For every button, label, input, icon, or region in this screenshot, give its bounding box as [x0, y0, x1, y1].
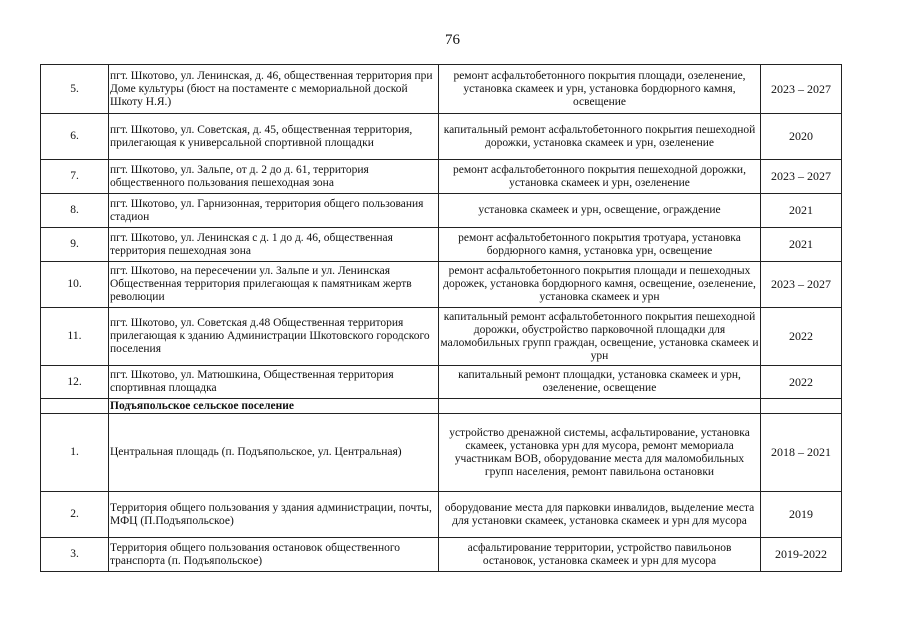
row-number: 1.	[41, 414, 109, 492]
row-number	[41, 399, 109, 414]
row-number: 9.	[41, 228, 109, 262]
row-works: ремонт асфальтобетонного покрытия тротуара, установка бордюрного камня, установка урн, освещение	[439, 228, 761, 262]
table-row	[41, 160, 842, 194]
row-address: Территория общего пользования остановок общественного транспорта (п. Подъяпольское)	[109, 538, 439, 572]
row-works: капитальный ремонт асфальтобетонного покрытия пешеходной дорожки, обустройство парковочной площадки для маломобильных групп граждан, освещение, установка скамеек и урн	[439, 308, 761, 366]
row-works: асфальтирование территории, устройство павильонов остановок, установка скамеек и урн для мусора	[439, 538, 761, 572]
row-number: 7.	[41, 160, 109, 194]
row-number: 12.	[41, 366, 109, 399]
row-address: пгт. Шкотово, ул. Ленинская, д. 46, общественная территория при Доме культуры (бюст на постаменте с мемориальной доской Шкоту Н.Я.)	[109, 65, 439, 114]
row-address: пгт. Шкотово, ул. Матюшкина, Общественная территория спортивная площадка	[109, 366, 439, 399]
row-works: ремонт асфальтобетонного покрытия площади, озеленение, установка скамеек и урн, установка бордюрного камня, освещение	[439, 65, 761, 114]
row-works: оборудование места для парковки инвалидов, выделение места для установки скамеек, установка скамеек и урн для мусора	[439, 492, 761, 538]
row-years: 2021	[761, 194, 842, 228]
table-row	[41, 114, 842, 160]
row-years	[761, 399, 842, 414]
row-works: капитальный ремонт площадки, установка скамеек и урн, озеленение, освещение	[439, 366, 761, 399]
row-years: 2023 – 2027	[761, 160, 842, 194]
row-address: Центральная площадь (п. Подъяпольское, ул. Центральная)	[109, 414, 439, 492]
row-number: 10.	[41, 262, 109, 308]
row-years: 2023 – 2027	[761, 65, 842, 114]
row-number: 2.	[41, 492, 109, 538]
row-number: 6.	[41, 114, 109, 160]
table-row	[41, 228, 842, 262]
row-address: Территория общего пользования у здания администрации, почты, МФЦ (П.Подъяпольское)	[109, 492, 439, 538]
table-row	[41, 366, 842, 399]
row-address: пгт. Шкотово, на пересечении ул. Зальпе и ул. Ленинская Общественная территория прилегающая к памятникам жертв революции	[109, 262, 439, 308]
row-years: 2021	[761, 228, 842, 262]
table-row	[41, 194, 842, 228]
row-address: Подъяпольское сельское поселение	[109, 399, 439, 414]
row-years: 2018 – 2021	[761, 414, 842, 492]
row-address: пгт. Шкотово, ул. Советская, д. 45, общественная территория, прилегающая к универсальной спортивной площадки	[109, 114, 439, 160]
row-works: ремонт асфальтобетонного покрытия площади и пешеходных дорожек, установка бордюрного камня, освещение, озеленение, установка скамеек и урн	[439, 262, 761, 308]
row-works: ремонт асфальтобетонного покрытия пешеходной дорожки, установка скамеек и урн, озеленение	[439, 160, 761, 194]
table-row	[41, 414, 842, 492]
row-works: капитальный ремонт асфальтобетонного покрытия пешеходной дорожки, установка скамеек и урн, озеленение	[439, 114, 761, 160]
row-number: 3.	[41, 538, 109, 572]
row-years: 2019-2022	[761, 538, 842, 572]
row-years: 2020	[761, 114, 842, 160]
table-row	[41, 65, 842, 114]
table-row	[41, 262, 842, 308]
row-works	[439, 399, 761, 414]
row-years: 2022	[761, 308, 842, 366]
row-number: 8.	[41, 194, 109, 228]
row-number: 11.	[41, 308, 109, 366]
row-works: устройство дренажной системы, асфальтирование, установка скамеек, установка урн для мусора, ремонт мемориала участникам ВОВ, оборудование места для маломобильных групп населения, ремонт павильона остановки	[439, 414, 761, 492]
row-address: пгт. Шкотово, ул. Советская д.48 Общественная территория прилегающая к зданию Администрации Шкотовского городского поселения	[109, 308, 439, 366]
table-row	[41, 538, 842, 572]
row-years: 2022	[761, 366, 842, 399]
row-address: пгт. Шкотово, ул. Зальпе, от д. 2 до д. 61, территория общественного пользования пешеходная зона	[109, 160, 439, 194]
row-years: 2019	[761, 492, 842, 538]
table-row	[41, 492, 842, 538]
row-years: 2023 – 2027	[761, 262, 842, 308]
row-address: пгт. Шкотово, ул. Гарнизонная, территория общего пользования стадион	[109, 194, 439, 228]
table-row	[41, 308, 842, 366]
row-number: 5.	[41, 65, 109, 114]
section-row	[41, 399, 842, 414]
improvement-table	[40, 64, 842, 572]
row-works: установка скамеек и урн, освещение, ограждение	[439, 194, 761, 228]
row-address: пгт. Шкотово, ул. Ленинская с д. 1 до д. 46, общественная территория пешеходная зона	[109, 228, 439, 262]
page-number: 76	[445, 32, 460, 48]
